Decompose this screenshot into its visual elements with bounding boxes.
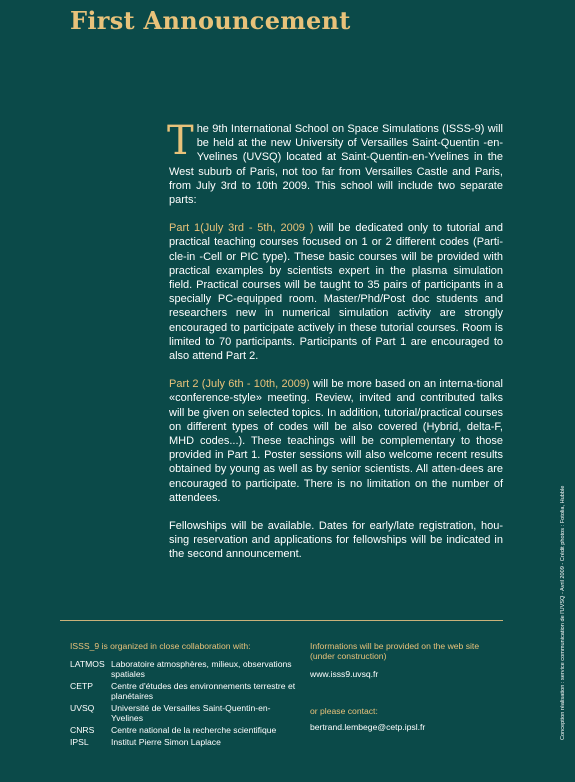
credits-text: Conception réalisation : service communication de l'UVSQ - Avril 2009 - Crédit photos : Fotolia, Hubble [560,485,566,740]
fellowships-paragraph: Fellowships will be available. Dates for early/late registration, hou-sing reservation and applications for fellowships will be indicated in the second announcement. [169,520,503,561]
footer-divider [60,620,503,621]
part1-label: Part 1(July 3rd - 5th, 2009 ) [169,222,314,235]
organization-name: Centre national de la recherche scientifique [111,725,277,735]
website-link[interactable]: www.isss9.uvsq.fr [310,669,379,679]
part2-label: Part 2 (July 6th - 10th, 2009) [169,378,310,391]
organization-name: Université de Versailles Saint-Quentin-en-Yvelines [111,703,271,723]
organization-name: Laboratoire atmosphères, milieux, observations spatiales [111,659,292,679]
page-title: First Announcement [70,6,351,35]
part2-paragraph [169,377,503,505]
part1-text: will be dedicated only to tutorial and practical teaching courses focused on 1 or 2 different codes (Parti-cle-in -Cell or PIC type). These basic courses will be provided with practical examples by scientists expert in the plasma simulation field. Practical courses will be taught to 35 pairs of participants in a specially PC-equipped room. Master/Phd/Post doc students and researchers new in numerical simulation activity are strongly encouraged to participate actively in these tutorial courses. Room is limited to 70 participants. Participants of Part 1 are encouraged to also attend Part 2. [169,222,503,363]
organizers-section [70,641,300,749]
organization-item [70,703,300,723]
part1-paragraph [169,221,503,363]
contact-email-link[interactable]: bertrand.lembege@cetp.ipsl.fr [310,722,426,732]
organization-item [70,725,300,735]
intro-text: he 9th International School on Space Simulations (ISSS-9) will be held at the new University of Versailles Saint-Quentin -en-Yvelines (UVSQ) located at Saint-Quentin-en-Yvelines in the West suburb of Paris, not too far from Versailles Castle and Paris, from July 3rd to 10th 2009. This school will include two separate parts: [169,123,503,207]
organization-item [70,737,300,747]
info-subheading: (under construction) [310,651,387,661]
contact-heading: or please contact: [310,706,378,716]
info-heading: Informations will be provided on the web site [310,641,480,651]
organization-abbr: CNRS [70,725,95,735]
organization-abbr: IPSL [70,737,89,747]
organization-abbr: CETP [70,681,93,691]
organizers-heading: ISSS_9 is organized in close collaboration with: [70,641,251,651]
organization-abbr: UVSQ [70,703,95,713]
announcement-body [167,118,503,576]
organization-name: Centre d'études des environnements terrestre et planétaires [111,681,296,701]
organization-item [70,681,300,701]
organization-item [70,659,300,679]
contact-section [310,641,510,732]
part2-text: will be more based on an interna-tional «conference-style» meeting. Review, invited and contributed talks will be given on selected topics. In addition, tutorial/practical courses on different types of codes will be also covered (Hybrid, delta-F, MHD codes...). These teachings will be complementary to those provided in Part 1. Poster sessions will also welcome recent results obtained by young as well as by senior scientists. All atten-dees are encouraged to participate. There is no limitation on the number of attendees. [169,378,503,504]
organization-abbr: LATMOS [70,659,105,669]
intro-paragraph [167,118,503,207]
drop-cap: T [167,118,194,164]
organization-name: Institut Pierre Simon Laplace [111,737,221,747]
